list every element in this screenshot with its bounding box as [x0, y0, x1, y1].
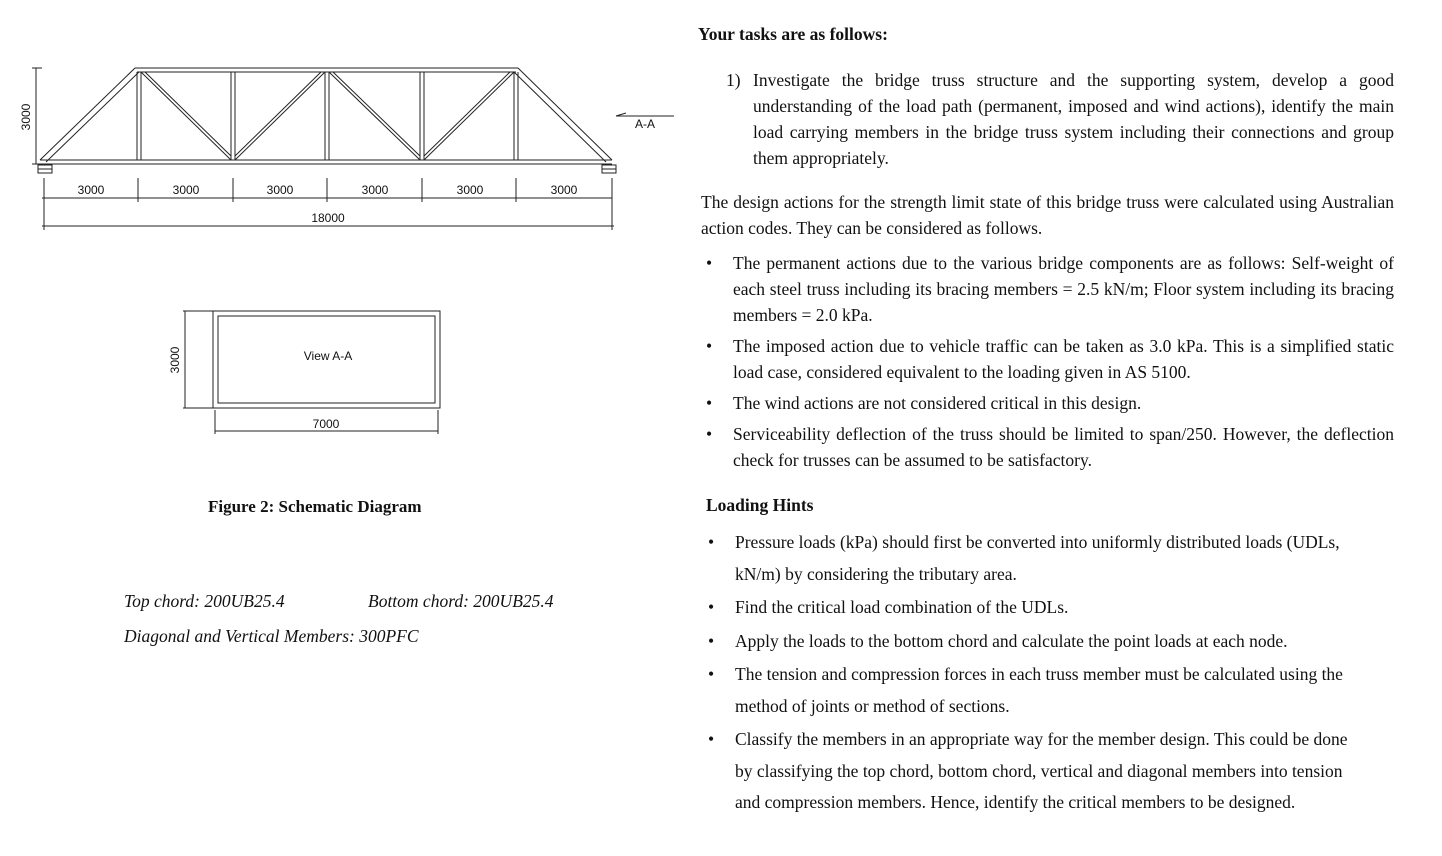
design-actions-intro: The design actions for the strength limit state of this bridge truss were calculated using Australian action codes. They can be considered as follows.: [701, 192, 1394, 238]
bay-label-5: 3000: [456, 183, 484, 197]
list-item: • Apply the loads to the bottom chord and calculate the point loads at each node.: [698, 626, 1368, 658]
view-a-a-title: View A-A: [303, 349, 353, 363]
view-height-label: 3000: [168, 346, 182, 374]
tasks-title: Your tasks are as follows:: [698, 24, 888, 44]
list-item: • The tension and compression forces in each truss member must be calculated using the method of joints or method of sections.: [698, 659, 1368, 722]
truss-height-dimension: [32, 68, 42, 164]
bullet-icon: •: [708, 630, 715, 651]
diagonal-members-spec: Diagonal and Vertical Members: 300PFC: [124, 626, 419, 646]
list-item: • Classify the members in an appropriate way for the member design. This could be done by classifying the top chord, bottom chord, vertical and diagonal members into tension and compression members. Hence, identify the critical members to be designed.: [698, 724, 1368, 819]
bullet-icon: •: [708, 664, 715, 684]
list-item: • Pressure loads (kPa) should first be converted into uniformly distributed loads (UDLs, kN/m) by considering the tributary area.: [698, 527, 1368, 590]
bottom-chord-spec: Bottom chord: 200UB25.4: [368, 591, 554, 611]
task-item-1: [726, 67, 1394, 171]
instructions-column: [698, 24, 1394, 821]
section-marker: [616, 113, 674, 116]
loading-hints-title: Loading Hints: [706, 495, 814, 515]
task-text: Investigate the bridge truss structure and the supporting system, develop a good understanding of the load path (permanent, imposed and wind actions), identify the main load carrying members in the bridge truss system including their connections and group them appropriately.: [753, 70, 1394, 168]
figure-caption: Figure 2: Schematic Diagram: [208, 497, 422, 516]
list-item: • Serviceability deflection of the truss should be limited to span/250. However, the deflection check for trusses can be assumed to be satisfactory.: [698, 421, 1394, 473]
bullet-icon: •: [706, 253, 713, 273]
bay-label-2: 3000: [172, 183, 200, 197]
truss-elevation: [38, 68, 616, 173]
bay-label-4: 3000: [361, 183, 389, 197]
truss-diagonals: [141, 72, 514, 160]
top-chord-spec: Top chord: 200UB25.4: [124, 591, 285, 611]
bullet-icon: •: [706, 336, 713, 356]
truss-verticals: [137, 72, 518, 160]
view-width-label: 7000: [312, 417, 340, 431]
bullet-icon: •: [706, 393, 713, 413]
loading-hints-list: [698, 527, 1368, 819]
section-marker-label: A-A: [634, 117, 656, 131]
view-height-dimension: [183, 311, 213, 408]
list-item: • The imposed action due to vehicle traffic can be taken as 3.0 kPa. This is a simplified static load case, considered equivalent to the loading given in AS 5100.: [698, 333, 1394, 385]
schematic-drawing: [0, 0, 700, 560]
bullet-icon: •: [706, 424, 713, 444]
bay-label-1: 3000: [77, 183, 105, 197]
bay-label-3: 3000: [266, 183, 294, 197]
truss-height-label: 3000: [19, 103, 33, 131]
bay-label-6: 3000: [550, 183, 578, 197]
list-item: • The permanent actions due to the various bridge components are as follows: Self-weight of each steel truss including its bracing members = 2.5 kN/m; Floor system including its bracing members = 2.0 kPa.: [698, 250, 1394, 328]
bullet-icon: •: [708, 729, 715, 749]
bullet-icon: •: [708, 532, 715, 552]
total-span-label: 18000: [311, 211, 345, 225]
task-number: 1): [726, 70, 741, 90]
bullet-icon: •: [708, 597, 715, 617]
list-item: • Find the critical load combination of the UDLs.: [698, 592, 1368, 624]
design-actions-list: [698, 250, 1394, 473]
list-item: • The wind actions are not considered critical in this design.: [698, 390, 1394, 416]
